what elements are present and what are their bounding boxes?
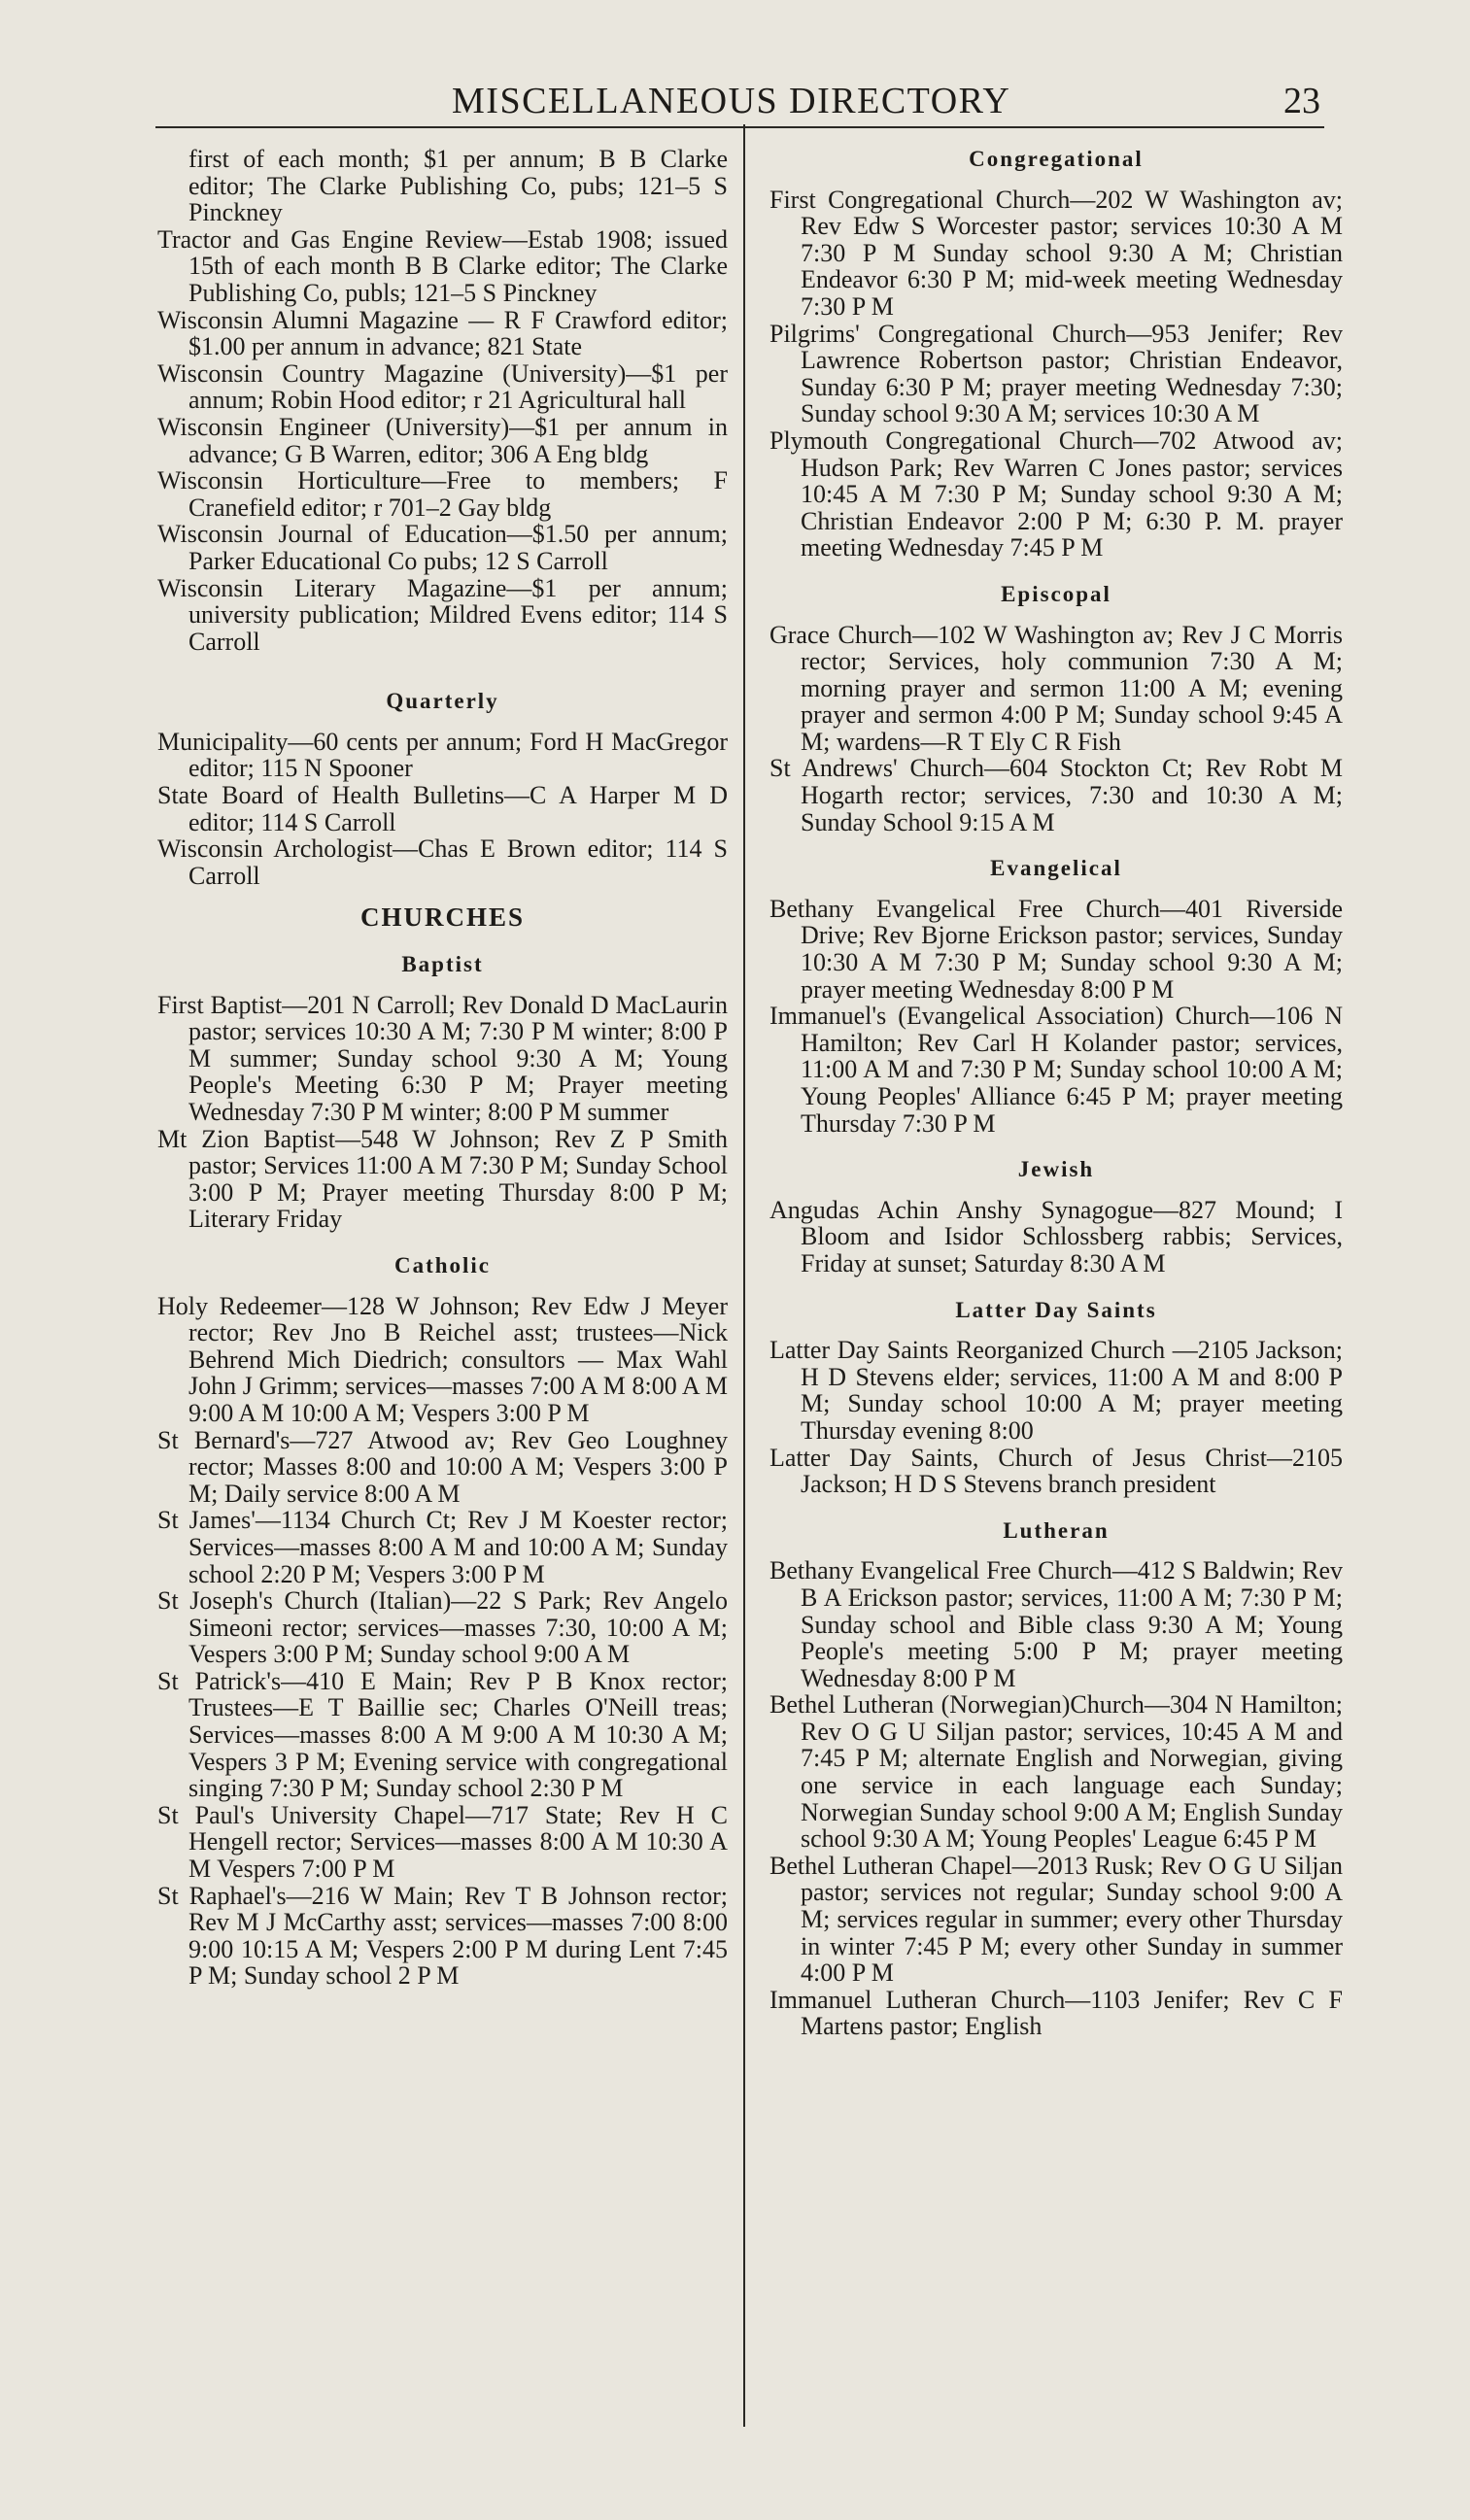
directory-entry: Municipality—60 cents per annum; Ford H MacGregor editor; 115 N Spooner xyxy=(157,727,728,783)
directory-entry: Immanuel Lutheran Church—1103 Jenifer; Rev C F Martens pastor; English xyxy=(769,1985,1343,2041)
section-heading-catholic: Catholic xyxy=(393,1252,492,1277)
directory-entry: Wisconsin Country Magazine (University)—$1 per annum; Robin Hood editor; r 21 Agricultural hall xyxy=(157,358,728,415)
continued-entry: first of each month; $1 per annum; B B Clarke editor; The Clarke Publishing Co, pubs; 121–5 S Pinckney xyxy=(188,145,728,227)
directory-entry: St Patrick's—410 E Main; Rev P B Knox rector; Trustees—E T Baillie sec; Charles O'Neill treas; Services—masses 8:00 A M 9:00 A M 10:30 A M; Vespers 3 P M; Evening service with congregational singing 7:30 P M; Sunday school 2:30 P M xyxy=(157,1666,728,1803)
directory-entry: State Board of Health Bulletins—C A Harper M D editor; 114 S Carroll xyxy=(157,781,728,836)
directory-entry: Latter Day Saints Reorganized Church —2105 Jackson; H D Stevens elder; services, 11:00 A M and 8:00 P M; Sunday school 10:00 A M; prayer meeting Thursday evening 8:00 xyxy=(769,1336,1343,1445)
page-title: MISCELLANEOUS DIRECTORY xyxy=(452,81,1011,121)
directory-entry: Wisconsin Alumni Magazine — R F Crawford editor; $1.00 per annum in advance; 821 State xyxy=(157,305,728,361)
directory-entry: Bethel Lutheran Chapel—2013 Rusk; Rev O G U Siljan pastor; services not regular; Sunday school 9:00 A M; services regular in summer; every other Thursday in winter 7:45 P M; every other Sunday in summer 4:00 P M xyxy=(769,1851,1343,1988)
section-heading-quarterly: Quarterly xyxy=(386,689,499,714)
section-heading-evangelical: Evangelical xyxy=(990,856,1122,881)
directory-entry: Latter Day Saints, Church of Jesus Christ—2105 Jackson; H D S Stevens branch president xyxy=(769,1443,1343,1499)
section-heading-congregational: Congregational xyxy=(969,147,1144,171)
directory-entry: Wisconsin Engineer (University)—$1 per annum in advance; G B Warren, editor; 306 A Eng bldg xyxy=(157,412,728,468)
directory-entry: Wisconsin Archologist—Chas E Brown editor; 114 S Carroll xyxy=(157,834,728,890)
page-number: 23 xyxy=(1283,81,1320,121)
directory-entry: First Baptist—201 N Carroll; Rev Donald D MacLaurin pastor; services 10:30 A M; 7:30 P M winter; 8:00 P M summer; Sunday school 9:30 A M; Young People's Meeting 6:30 P M; Prayer meeting Wednesday 7:30 P M winter; 8:00 P M summer xyxy=(157,990,728,1126)
directory-entry: St Paul's University Chapel—717 State; Rev H C Hengell rector; Services—masses 8:00 A M 10:30 A M Vespers 7:00 P M xyxy=(157,1800,728,1884)
directory-entry: Mt Zion Baptist—548 W Johnson; Rev Z P Smith pastor; Services 11:00 A M 7:30 P M; Sunday School 3:00 P M; Prayer meeting Thursday 8:00 P M; Literary Friday xyxy=(157,1124,728,1234)
left-column xyxy=(157,146,728,1990)
section-heading-baptist: Baptist xyxy=(401,952,484,977)
directory-entry: St Andrews' Church—604 Stockton Ct; Rev Robt M Hogarth rector; services, 7:30 and 10:30 A M; Sunday School 9:15 A M xyxy=(769,754,1343,836)
directory-entry: Angudas Achin Anshy Synagogue—827 Mound; I Bloom and Isidor Schlossberg rabbis; Services, Friday at sunset; Saturday 8:30 A M xyxy=(769,1195,1343,1277)
section-heading-jewish: Jewish xyxy=(1017,1157,1095,1182)
directory-entry: Immanuel's (Evangelical Association) Church—106 N Hamilton; Rev Carl H Kolander pastor; services, 11:00 A M and 7:30 P M; Sunday school 10:00 A M; Young Peoples' Alliance 6:45 P M; prayer meeting Thursday 7:30 P M xyxy=(769,1002,1343,1138)
directory-entry: Wisconsin Literary Magazine—$1 per annum; university publication; Mildred Evens editor; 114 S Carroll xyxy=(157,573,728,656)
directory-entry: St Bernard's—727 Atwood av; Rev Geo Loughney rector; Masses 8:00 and 10:00 A M; Vespers 3:00 P M; Daily service 8:00 A M xyxy=(157,1425,728,1508)
directory-entry: Bethany Evangelical Free Church—412 S Baldwin; Rev B A Erickson pastor; services, 11:00 A M; 7:30 P M; Sunday school and Bible class 9:30 A M; Young People's meeting 5:00 P M; prayer meeting Wednesday 8:00 P M xyxy=(769,1556,1343,1692)
monthly-list xyxy=(157,226,728,656)
directory-entry: Tractor and Gas Engine Review—Estab 1908; issued 15th of each month B B Clarke editor; The Clarke Publishing Co, publs; 121–5 S Pinckney xyxy=(157,224,728,307)
directory-entry: Plymouth Congregational Church—702 Atwood av; Hudson Park; Rev Warren C Jones pastor; services 10:45 A M 7:30 P M; Sunday school 9:30 A M; Christian Endeavor 2:00 P M; 6:30 P. M. prayer meeting Wednesday 7:45 P M xyxy=(769,426,1343,562)
section-heading-latter-day-saints: Latter Day Saints xyxy=(955,1297,1157,1322)
directory-entry: Bethany Evangelical Free Church—401 Riverside Drive; Rev Bjorne Erickson pastor; services, Sunday 10:30 A M 7:30 P M; Sunday school 9:30 A M; prayer meeting Wednesday 8:00 P M xyxy=(769,894,1343,1004)
directory-entry: Holy Redeemer—128 W Johnson; Rev Edw J Meyer rector; Rev Jno B Reichel asst; trustees—Nick Behrend Mich Diedrich; consultors — Max Wahl John J Grimm; services—masses 7:00 A M 8:00 A M 9:00 A M 10:00 A M; Vespers 3:00 P M xyxy=(157,1291,728,1427)
directory-entry: Wisconsin Journal of Education—$1.50 per annum; Parker Educational Co pubs; 12 S Carroll xyxy=(157,520,728,575)
directory-entry: Pilgrims' Congregational Church—953 Jenifer; Rev Lawrence Robertson pastor; Christian Endeavor, Sunday 6:30 P M; prayer meeting Wednesday 7:30; Sunday school 9:30 A M; services 10:30 A M xyxy=(769,319,1343,428)
directory-entry: Wisconsin Horticulture—Free to members; F Cranefield editor; r 701–2 Gay bldg xyxy=(157,466,728,522)
directory-entry: Bethel Lutheran (Norwegian)Church—304 N Hamilton; Rev O G U Siljan pastor; services, 10:45 A M and 7:45 P M; alternate English and Norwegian, giving one service in each language each Sunday; Norwegian Sunday school 9:00 A M; English Sunday school 9:30 A M; Young Peoples' League 6:45 P M xyxy=(769,1690,1343,1854)
section-heading-lutheran: Lutheran xyxy=(1003,1517,1110,1543)
directory-entry: St Joseph's Church (Italian)—22 S Park; Rev Angelo Simeoni rector; services—masses 7:30, 10:00 A M; Vespers 3:00 P M; Sunday school 9:00 A M xyxy=(157,1586,728,1669)
section-heading-churches: CHURCHES xyxy=(359,902,526,933)
right-column xyxy=(769,146,1343,2040)
directory-entry: Grace Church—102 W Washington av; Rev J C Morris rector; Services, holy communion 7:30 A M; morning prayer and sermon 11:00 A M; evening prayer and sermon 4:00 P M; Sunday school 9:45 A M; wardens—R T Ely C R Fish xyxy=(769,620,1343,756)
directory-entry: St James'—1134 Church Ct; Rev J M Koester rector; Services—masses 8:00 A M and 10:00 A M; Sunday school 2:20 P M; Vespers 3:00 P M xyxy=(157,1506,728,1588)
page-header xyxy=(155,76,1324,128)
directory-entry: St Raphael's—216 W Main; Rev T B Johnson rector; Rev M J McCarthy asst; services—masses 7:00 8:00 9:00 10:15 A M; Vespers 2:00 P M during Lent 7:45 P M; Sunday school 2 P M xyxy=(157,1881,728,1991)
directory-entry: First Congregational Church—202 W Washington av; Rev Edw S Worcester pastor; services 10:30 A M 7:30 P M Sunday school 9:30 A M; Christian Endeavor 6:30 P M; mid-week meeting Wednesday 7:30 P M xyxy=(769,185,1343,321)
section-heading-episcopal: Episcopal xyxy=(1001,581,1111,606)
column-divider xyxy=(743,124,745,2427)
